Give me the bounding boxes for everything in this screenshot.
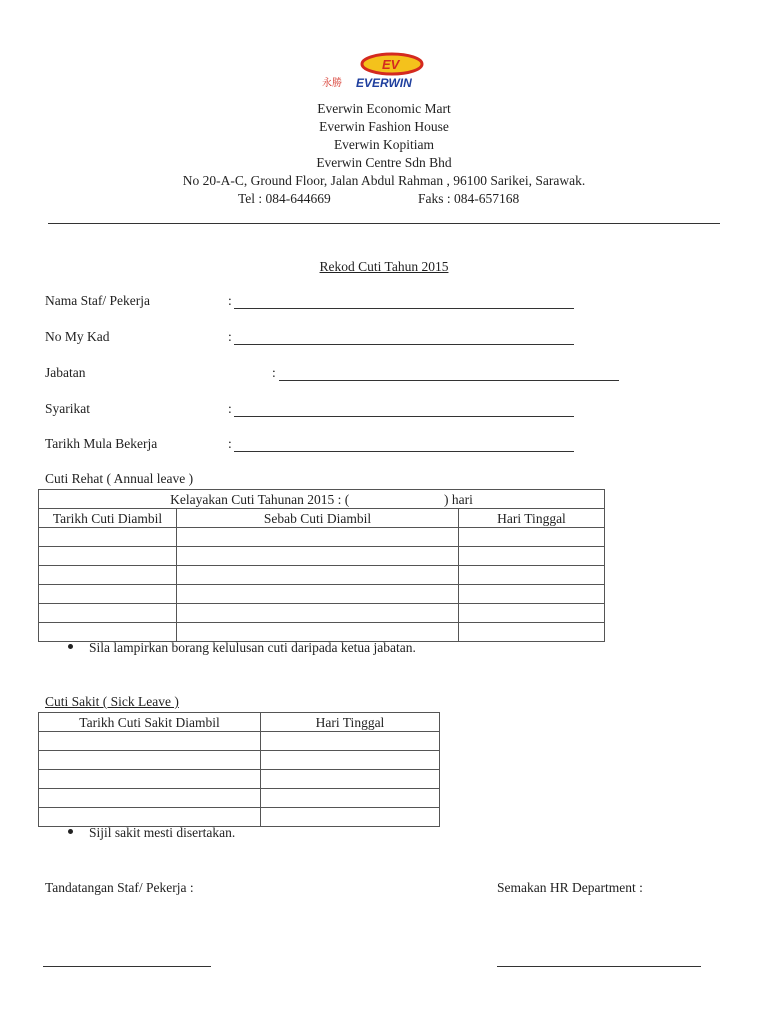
company-address: No 20-A-C, Ground Floor, Jalan Abdul Rahman , 96100 Sarikei, Sarawak. xyxy=(182,173,586,188)
colon: : xyxy=(228,329,232,344)
company-logo xyxy=(322,52,452,92)
annual-note-text: Sila lampirkan borang kelulusan cuti daripada ketua jabatan. xyxy=(89,640,416,655)
table-row xyxy=(39,770,440,789)
table-row xyxy=(39,566,605,585)
field-label-department: Jabatan xyxy=(45,365,86,380)
bullet-icon xyxy=(68,644,73,649)
company-line-4: Everwin Centre Sdn Bhd xyxy=(316,155,452,170)
column-header: Tarikh Cuti Diambil xyxy=(39,509,177,528)
field-label-start-date: Tarikh Mula Bekerja xyxy=(45,436,158,451)
staff-signature-label: Tandatangan Staf/ Pekerja : xyxy=(45,880,194,895)
svg-text:EV: EV xyxy=(382,57,400,72)
hr-check-label: Semakan HR Department : xyxy=(497,880,643,895)
telephone: Tel : 084-644669 xyxy=(238,191,331,206)
name-input-line[interactable] xyxy=(234,308,574,309)
company-line-3: Everwin Kopitiam xyxy=(333,137,435,152)
colon: : xyxy=(272,365,276,380)
table-row xyxy=(39,623,605,642)
colon: : xyxy=(228,436,232,451)
sick-leave-table xyxy=(38,712,440,827)
logo-chinese-text: 永勝 xyxy=(322,78,342,89)
table-row xyxy=(39,732,440,751)
field-label-company: Syarikat xyxy=(45,401,90,416)
table-row xyxy=(39,547,605,566)
staff-signature-line[interactable] xyxy=(43,966,211,967)
column-header: Sebab Cuti Diambil xyxy=(177,509,459,528)
table-row xyxy=(39,604,605,623)
header-divider xyxy=(48,223,720,224)
field-label-name: Nama Staf/ Pekerja xyxy=(45,293,150,308)
column-header: Tarikh Cuti Sakit Diambil xyxy=(39,713,261,732)
company-input-line[interactable] xyxy=(234,416,574,417)
table-row xyxy=(39,789,440,808)
bullet-icon xyxy=(68,829,73,834)
annual-leave-heading: Cuti Rehat ( Annual leave ) xyxy=(45,471,194,486)
annual-leave-table xyxy=(38,489,605,642)
table-row xyxy=(39,808,440,827)
company-line-2: Everwin Fashion House xyxy=(319,119,449,134)
logo-text: EVERWIN xyxy=(356,76,412,90)
entitlement-prefix: Kelayakan Cuti Tahunan 2015 : ( xyxy=(170,491,350,507)
annual-leave-note xyxy=(68,640,416,656)
field-label-mykad: No My Kad xyxy=(45,329,110,344)
table-row xyxy=(39,751,440,770)
fax: Faks : 084-657168 xyxy=(418,191,520,206)
hr-signature-line[interactable] xyxy=(497,966,701,967)
entitlement-suffix: ) hari xyxy=(444,491,473,507)
colon: : xyxy=(228,401,232,416)
mykad-input-line[interactable] xyxy=(234,344,574,345)
column-header: Hari Tinggal xyxy=(459,509,605,528)
company-line-1: Everwin Economic Mart xyxy=(317,101,451,116)
sick-leave-note xyxy=(68,825,235,841)
table-row xyxy=(39,585,605,604)
form-title: Rekod Cuti Tahun 2015 xyxy=(319,259,449,274)
start-date-input-line[interactable] xyxy=(234,451,574,452)
table-row xyxy=(39,528,605,547)
entitlement-row xyxy=(39,490,605,509)
sick-leave-heading: Cuti Sakit ( Sick Leave ) xyxy=(45,694,179,709)
column-header: Hari Tinggal xyxy=(261,713,440,732)
department-input-line[interactable] xyxy=(279,380,619,381)
sick-note-text: Sijil sakit mesti disertakan. xyxy=(89,825,236,840)
colon: : xyxy=(228,293,232,308)
